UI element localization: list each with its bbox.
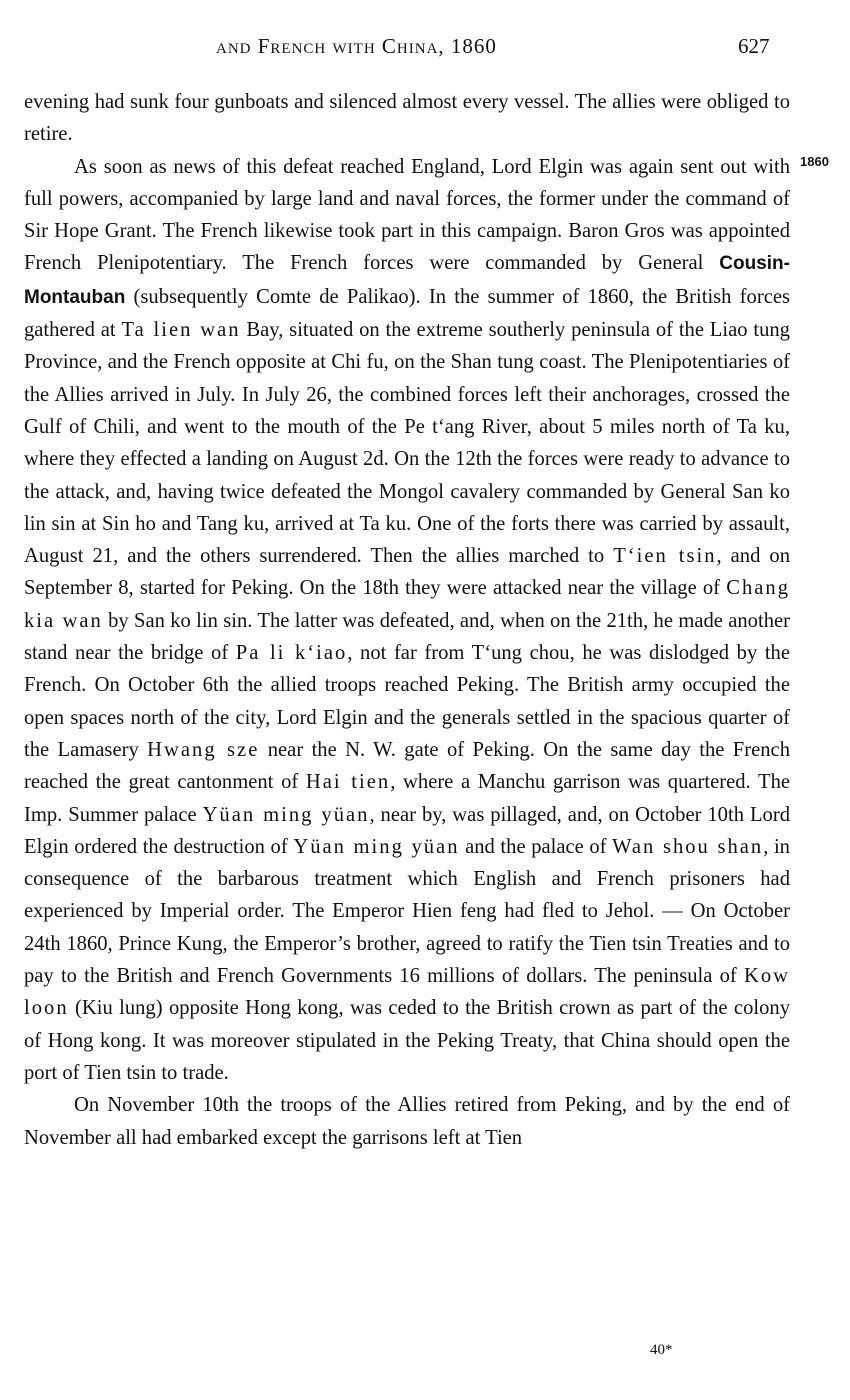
text-segment: (subsequently Comte de Palikao). In the summer of 1860, the British forces gathered at — [24, 285, 790, 342]
paragraph-3 — [24, 1089, 790, 1154]
body-text — [24, 86, 790, 1154]
text-segment: , in consequence of the barbarous treatment which English and French prisoners had experienced by Imperial order. The Emperor Hien feng had fled to Jehol. — On October 24th 1860, Prince Kung, the Emperor’s brother, agreed to ratify the Tien tsin Treaties and to pay to the British and French Governments 16 millions of dollars. The peninsula of — [24, 835, 790, 988]
place-name-spaced: Yüan ming yüan — [202, 803, 370, 826]
text-segment: near the N. W. gate of Peking. On the same day the French reached the great cantonment of — [24, 738, 790, 794]
text-segment: by San ko lin sin. The latter was defeated, and, when on the 21th, he made another stand near the bridge of — [24, 609, 790, 665]
text-segment: Bay, situated on the extreme southerly peninsula of the Liao tung Province, and the French opposite at Chi fu, on the Shan tung coast. The Plenipotentiaries of the Allies arrived in July. In July 26, the combined forces left their anchorages, crossed the Gulf of Chili, and went to the mouth of the Pe t‘ang River, about 5 miles north of Ta ku, where they effected a landing on August 2d. On the 12th the forces were ready to advance to the attack, and, having twice defeated the Mongol cavalery commanded by General San ko lin sin at Sin ho and Tang ku, arrived at Ta ku. One of the forts there was carried by assault, August 21, and the others surrendered. Then the allies marched to — [24, 319, 790, 568]
text-segment: As soon as news of this defeat reached England, Lord Elgin was again sent out with full powers, accompanied by large land and naval forces, the former under the command of Sir Hope Grant. The French likewise took part in this campaign. Baron Gros was appointed French Plenipotentiary. The French forces were commanded by General — [24, 155, 790, 275]
text-segment: (Kiu lung) opposite Hong kong, was ceded to the British crown as part of the colony of Hong kong. It was moreover stipulated in the Peking Treaty, that China should open the port of Tien tsin to trade. — [24, 997, 790, 1084]
running-title: and French with China, 1860 — [216, 34, 497, 58]
place-name-spaced: Ta lien wan — [121, 319, 241, 342]
running-header — [0, 34, 850, 62]
text-segment: , not far from T‘ung chou, he was dislodged by the French. On October 6th the allied troops reached Peking. The British army occupied the open spaces north of the city, Lord Elgin and the generals settled in the spacious quarter of the Lamasery — [24, 642, 790, 761]
paragraph-2 — [24, 151, 790, 1090]
text-segment: evening had sunk four gunboats and silenced almost every vessel. The allies were obliged to retire. — [24, 91, 790, 146]
text-segment: , and on September 8, started for Peking. On the 18th they were attacked near the village of — [24, 545, 790, 600]
place-name-spaced: Pa li k‘iao — [235, 642, 348, 665]
signature-mark: 40* — [650, 1342, 673, 1358]
text-segment: , near by, was pillaged, and, on October 10th Lord Elgin ordered the destruction of — [24, 803, 790, 858]
place-name-spaced: Kow loon — [24, 965, 790, 1020]
place-name-spaced: Hwang sze — [147, 738, 260, 761]
place-name-spaced: T‘ien tsin — [613, 545, 717, 568]
margin-year-note: 1860 — [800, 154, 829, 169]
paragraph-1 — [24, 86, 790, 151]
text-segment: , where a Manchu garrison was quartered. The Imp. Summer palace — [24, 771, 791, 826]
place-name-spaced: Hai tien — [305, 771, 391, 794]
place-name-spaced: Yüan ming yüan — [293, 835, 460, 858]
place-name-spaced: Wan shou shan — [612, 835, 764, 858]
place-name-spaced: Chang kia wan — [24, 577, 790, 632]
page-number: 627 — [738, 34, 770, 58]
general-name-bold: Cousin-Montauban — [24, 253, 790, 308]
text-segment: and the palace of — [459, 835, 613, 858]
text-segment: On November 10th the troops of the Allies retired from Peking, and by the end of November all had embarked except the garrisons left at Tien — [24, 1094, 790, 1149]
